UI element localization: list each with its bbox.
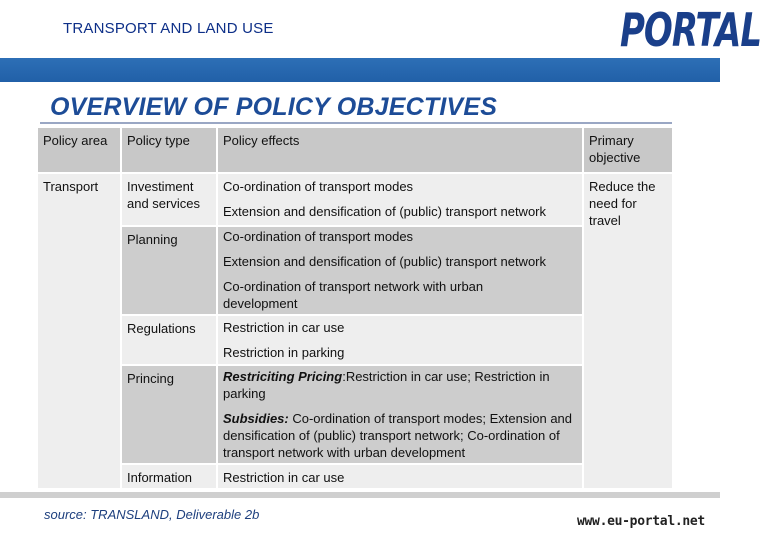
panel-shadow-bottom: [0, 492, 720, 498]
effects-information: Restriction in car use: [218, 465, 582, 488]
slide-title: OVERVIEW OF POLICY OBJECTIVES: [50, 93, 498, 121]
effect-item: Extension and densification of (public) transport network: [223, 204, 547, 219]
pricing-text: :Restriction in car use; Restriction in parking: [223, 369, 550, 401]
effects-planning: [218, 227, 582, 314]
header-primary-objective: Primary objective: [584, 128, 672, 172]
policy-type-pricing: Princing: [122, 366, 216, 463]
effect-item: Co-ordination of transport modes: [223, 179, 414, 194]
header-policy-area: Policy area: [38, 128, 120, 172]
subsidies-effect: [223, 410, 575, 461]
policy-type-information: Information: [122, 465, 216, 488]
effect-item: Restriction in parking: [223, 345, 345, 360]
subsidies-label: Subsidies:: [223, 411, 289, 426]
portal-logo: PORTAL: [620, 4, 761, 58]
footer-url[interactable]: www.eu-portal.net: [577, 514, 705, 529]
header-policy-effects: Policy effects: [218, 128, 582, 172]
pricing-effect: [223, 368, 573, 402]
primary-objective-cell: Reduce the need for travel: [584, 174, 672, 488]
header-section-title: TRANSPORT AND LAND USE: [63, 20, 274, 37]
policy-type-investment: Investiment and services: [122, 174, 216, 225]
title-rule: [40, 122, 672, 124]
policy-area-cell: Transport: [38, 174, 120, 488]
pricing-label: Restriciting Pricing: [223, 369, 343, 384]
effects-investment: [218, 174, 582, 225]
policy-type-planning: Planning: [122, 227, 216, 314]
subsidies-text: Co-ordination of transport modes; Extension and densification of (public) transport network; Co-ordination of transport network with urban development: [223, 411, 573, 460]
effect-item: Extension and densification of (public) transport network: [223, 254, 547, 269]
header-policy-type: Policy type: [122, 128, 216, 172]
effect-item: Restriction in car use: [223, 320, 345, 335]
source-note: source: TRANSLAND, Deliverable 2b: [44, 507, 260, 522]
effect-item: Co-ordination of transport modes: [223, 229, 414, 244]
effects-regulations: [218, 316, 582, 364]
blue-band: [0, 58, 720, 82]
policy-type-regulations: Regulations: [122, 316, 216, 364]
effects-pricing: [218, 366, 582, 463]
effect-item: Co-ordination of transport network with urban development: [223, 279, 484, 311]
